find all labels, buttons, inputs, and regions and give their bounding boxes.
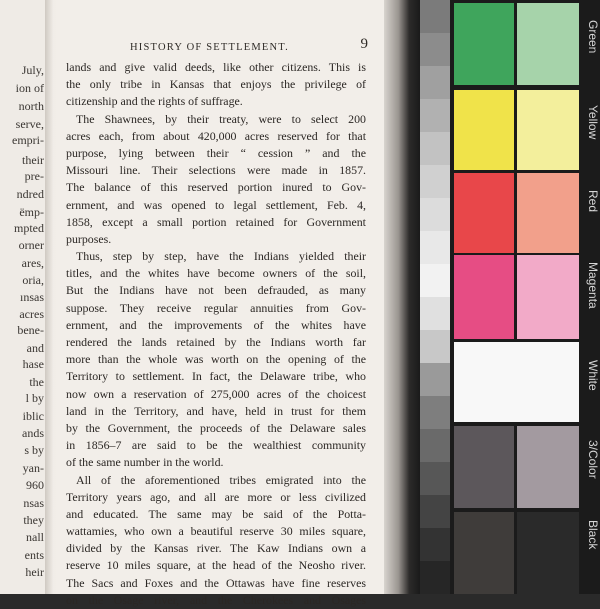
gray-scale-step [420, 33, 450, 66]
gray-scale-step [420, 132, 450, 165]
gray-scale-step [420, 462, 450, 495]
text-line: But the Indians have not been defrauded, as many [66, 283, 366, 298]
text-line: acres each, from about 420,000 acres reserved for that [66, 128, 366, 143]
left-page-fragment: ents [24, 548, 44, 562]
text-line: citizenship and the rights of suffrage. [66, 94, 243, 109]
gray-scale-step [420, 99, 450, 132]
text-line: ernment, and was opened to legal settlement, Feb. 4, [66, 197, 366, 212]
left-page-fragment: serve, [15, 117, 44, 131]
left-page-fragment: s by [24, 443, 44, 457]
card-label-green: Green [586, 20, 600, 54]
left-page-fragment: their [22, 153, 44, 167]
gray-scale-step [420, 396, 450, 429]
left-page-fragment: 960 [26, 478, 44, 492]
card-label-magenta: Magenta [586, 262, 600, 309]
left-page-fragment: ndred [16, 187, 44, 201]
gray-scale-step [420, 231, 450, 264]
left-page-fragment: nall [26, 530, 44, 544]
text-line: rendered the lands retained by the Indians worth far [66, 335, 366, 349]
gray-swatch-light [517, 426, 579, 508]
left-page-fragment: orner [18, 238, 44, 252]
text-line: reserve 10 miles square, at the head of the Neosho river. [66, 558, 366, 573]
gray-scale-step [420, 495, 450, 528]
gray-swatch-dark [454, 426, 514, 508]
text-line: and educated. The same may be said of the Potta- [66, 506, 366, 521]
card-label-black: Black [586, 520, 600, 550]
text-line: suppose. They receive regular annuities from Gov- [66, 300, 366, 315]
gray-scale-step [420, 264, 450, 297]
left-page-fragment: yan- [22, 461, 44, 475]
card-label-yellow: Yellow [586, 105, 600, 140]
green-swatch-dark [454, 3, 514, 85]
text-line: purposes. [66, 231, 112, 246]
left-page-edge [0, 0, 48, 594]
left-page-fragment: hase [22, 357, 44, 371]
header-title: HISTORY OF SETTLEMENT. [130, 42, 289, 53]
left-page-fragment: heir [25, 565, 44, 579]
yellow-swatch-dark [454, 90, 514, 170]
card-label-3-color: 3/Color [586, 440, 600, 479]
card-label-red: Red [586, 190, 600, 213]
left-page-fragment: l by [25, 391, 44, 405]
text-line: by the Government, the proceeds of the Delaware sales [66, 420, 366, 435]
text-line: purpose, lying between their “ cession ” and the [66, 145, 366, 160]
magenta-swatch-light [517, 255, 579, 339]
left-page-fragment: bene- [17, 323, 44, 337]
left-page-fragment: iblic [22, 409, 44, 423]
text-line: lands and give valid deeds, like other citizens. This is [66, 60, 366, 74]
text-line: the only tribe in Kansas that enjoys the privilege of [66, 77, 366, 92]
magenta-swatch-dark [454, 255, 514, 339]
left-page-fragment: and [26, 341, 44, 355]
running-header [74, 36, 368, 56]
text-line: Thus, step by step, have the Indians yielded their [76, 249, 366, 264]
left-page-fragment: acres [19, 307, 44, 321]
text-line: more than the whole was worth on the opening of the [66, 352, 366, 367]
gray-scale-step [420, 198, 450, 231]
text-line: of the same number in the world. [66, 455, 224, 470]
gray-scale-step [420, 297, 450, 330]
page-number: 9 [360, 36, 368, 52]
left-page-fragment: pre- [24, 169, 44, 183]
text-line: The Sacs and Foxes and the Ottawas have fine reserves [66, 575, 366, 590]
left-page-fragment: oria, [22, 273, 44, 287]
left-page-fragment: they [23, 513, 44, 527]
page-body-text [66, 59, 366, 609]
text-line: wattamies, who own a beautiful reserve 30 miles square, [66, 524, 366, 539]
gray-scale-step [420, 165, 450, 198]
left-page-fragment: ion of [15, 81, 44, 95]
green-swatch-light [517, 3, 579, 85]
text-line: Territory to settlement. In fact, the Delaware tribe, who [66, 369, 366, 384]
text-line: The Shawnees, by their treaty, were to select 200 [76, 111, 366, 126]
gray-scale-step [420, 363, 450, 396]
text-line: The balance of this reserved portion inured to Gov- [66, 180, 366, 195]
black-swatch-light [517, 512, 579, 594]
page-edge-shadow [384, 0, 420, 594]
gray-scale-step [420, 561, 450, 594]
left-page-fragment: ëmp- [19, 205, 44, 219]
yellow-swatch-light [517, 90, 579, 170]
left-page-fragment: ınsas [20, 290, 44, 304]
left-page-fragment: empri- [12, 133, 44, 147]
white-swatch [454, 342, 579, 422]
left-page-fragment: nsas [23, 496, 44, 510]
gray-scale-step [420, 528, 450, 561]
gray-scale-step [420, 330, 450, 363]
text-line: Territory years ago, and all are more or less civilized [66, 489, 366, 504]
text-line: All of the aforementioned tribes emigrated into the [76, 472, 366, 487]
left-page-fragment: ands [22, 426, 44, 440]
text-line: on the Osage river, and the Cherokees and Osages [66, 592, 366, 607]
gray-scale-step [420, 66, 450, 99]
card-label-white: White [586, 360, 600, 391]
gray-scale-step [420, 429, 450, 462]
left-page-fragment: mpted [14, 221, 44, 235]
gray-scale-step [420, 0, 450, 33]
text-line: 1858, except a small portion retained for Government [66, 214, 366, 229]
text-line: divided by the Kansas river. The Kaw Indians own a [66, 541, 366, 556]
left-page-fragment: July, [21, 63, 44, 77]
red-swatch-dark [454, 173, 514, 253]
red-swatch-light [517, 173, 579, 253]
black-swatch-dark [454, 512, 514, 594]
text-line: ernment, and the improvements of the whites have [66, 317, 366, 332]
left-page-fragment: north [18, 99, 44, 113]
left-page-fragment: ares, [21, 256, 44, 270]
text-line: land in the Territory, and have, held in trust for them [66, 403, 366, 418]
text-line: titles, and the whites have become owners of the soil, [66, 266, 366, 281]
left-page-fragment: the [29, 375, 44, 389]
text-line: Missouri line. Their selections were made in 1857. [66, 163, 366, 178]
text-line: now own a reservation of 275,000 acres of the choicest [66, 386, 366, 401]
text-line: in 1856–7 are said to be the wealthiest community [66, 438, 366, 453]
